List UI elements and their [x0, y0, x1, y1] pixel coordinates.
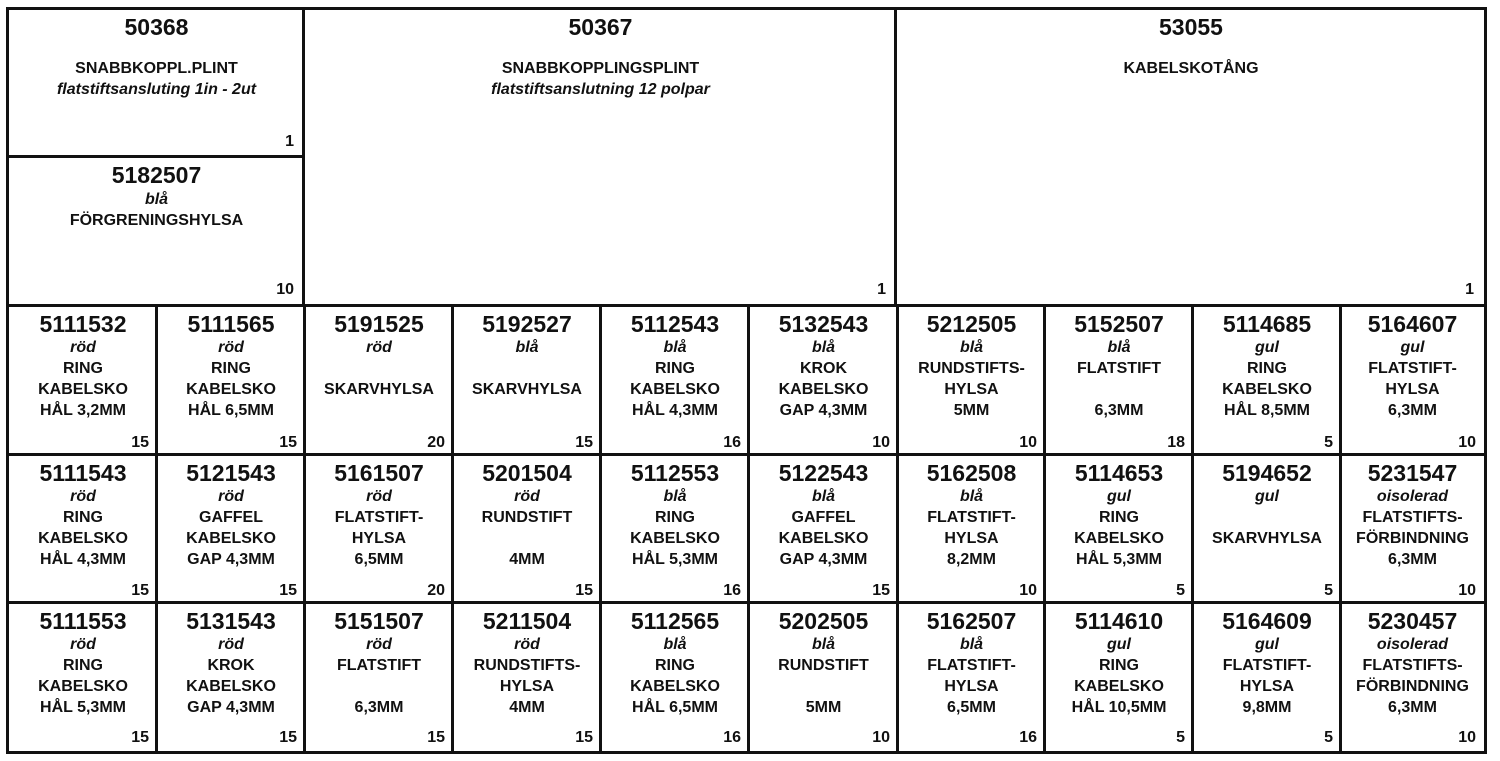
color-label: blå: [663, 488, 687, 505]
product-cell: [9, 456, 157, 604]
product-cell: [749, 307, 898, 456]
color-label: röd: [70, 339, 96, 356]
product-line: [453, 528, 601, 549]
product-code: 50367: [568, 14, 633, 40]
color-label: röd: [366, 339, 392, 356]
product-cell: [749, 456, 898, 604]
quantity: 16: [723, 729, 741, 746]
product-line: RING: [1247, 360, 1287, 377]
quantity: 15: [279, 434, 297, 451]
product-line: HÅL 8,5MM: [1224, 402, 1310, 419]
divider: [747, 601, 750, 751]
quantity: 10: [1019, 434, 1037, 451]
product-line: HÅL 3,2MM: [40, 402, 126, 419]
quantity: 10: [276, 281, 294, 298]
quantity: 15: [131, 582, 149, 599]
color-label: röd: [70, 636, 96, 653]
quantity: 15: [427, 729, 445, 746]
product-line: RUNDSTIFT: [778, 657, 869, 674]
quantity: 15: [279, 729, 297, 746]
product-line: KABELSKO: [1074, 678, 1164, 695]
product-code: 5151507: [334, 608, 424, 634]
quantity: 18: [1167, 434, 1185, 451]
color-label: gul: [1255, 339, 1279, 356]
quantity: 15: [575, 434, 593, 451]
product-subtitle: flatstiftsansluting 1in - 2ut: [56, 81, 257, 98]
product-code: 5231547: [1367, 460, 1458, 486]
product-code: 5111532: [39, 311, 127, 337]
divider: [9, 155, 305, 158]
divider: [599, 453, 602, 604]
product-cell: [749, 604, 898, 751]
product-line: FLATSTIFT-: [334, 509, 424, 526]
product-line: KABELSKO: [630, 678, 720, 695]
product-code: 5161507: [334, 460, 424, 486]
product-code: 5162507: [926, 608, 1017, 634]
quantity: 15: [131, 729, 149, 746]
product-cell: [305, 604, 453, 751]
product-code: 5111543: [39, 460, 127, 486]
quantity: 16: [723, 582, 741, 599]
divider: [599, 601, 602, 751]
divider: [303, 304, 306, 456]
product-line: 6,3MM: [1388, 699, 1437, 716]
product-code: 5152507: [1074, 311, 1164, 337]
divider: [303, 601, 306, 751]
product-line: KABELSKO: [186, 381, 276, 398]
product-line: RING: [655, 360, 695, 377]
product-line: GAP 4,3MM: [187, 699, 275, 716]
product-cell: [453, 456, 601, 604]
quantity: 15: [131, 434, 149, 451]
divider: [155, 601, 158, 751]
product-line: [305, 400, 453, 421]
product-line: RUNDSTIFTS-: [473, 657, 581, 674]
box-53055: [898, 10, 1484, 304]
color-label: blå: [663, 339, 687, 356]
product-cell: [1193, 604, 1341, 751]
divider: [1191, 453, 1194, 604]
quantity: 16: [1019, 729, 1037, 746]
product-line: HÅL 5,3MM: [1076, 551, 1162, 568]
product-code: 5230457: [1367, 608, 1458, 634]
product-cell: [601, 456, 749, 604]
color-label: röd: [514, 636, 540, 653]
product-line: RUNDSTIFTS-: [918, 360, 1025, 377]
product-line: KROK: [207, 657, 255, 674]
product-code: 5111565: [187, 311, 275, 337]
product-code: 5212505: [926, 311, 1017, 337]
product-line: SKARVHYLSA: [1212, 530, 1322, 547]
product-line: 4MM: [509, 699, 545, 716]
product-code: 5164609: [1222, 608, 1312, 634]
quantity: 10: [872, 729, 890, 746]
color-label: röd: [366, 636, 392, 653]
product-code: 5122543: [778, 460, 869, 486]
divider: [155, 453, 158, 604]
product-code: 53055: [1159, 14, 1223, 40]
divider: [1191, 601, 1194, 751]
color-label: blå: [959, 488, 984, 505]
color-label: blå: [663, 636, 687, 653]
product-line: 5MM: [953, 402, 990, 419]
product-line: RING: [211, 360, 251, 377]
color-label: oisolerad: [1376, 636, 1449, 653]
product-line: KABELSKO: [778, 530, 869, 547]
product-line: RUNDSTIFT: [481, 509, 573, 526]
product-line: KABELSKO: [1222, 381, 1312, 398]
product-code: 5211504: [482, 608, 572, 634]
product-title: SNABBKOPPL.PLINT: [75, 60, 238, 77]
color-label: gul: [1255, 488, 1279, 505]
divider: [302, 10, 305, 304]
product-line: FÖRBINDNING: [1356, 530, 1469, 547]
product-line: RING: [1099, 509, 1139, 526]
quantity: 1: [877, 281, 886, 298]
product-line: HYLSA: [351, 530, 407, 547]
product-cell: [601, 604, 749, 751]
product-code: 5191525: [334, 311, 424, 337]
product-cell: [1341, 604, 1484, 751]
product-code: 5202505: [778, 608, 869, 634]
divider: [1191, 304, 1194, 456]
product-cell: [453, 307, 601, 456]
product-line: HYLSA: [1239, 678, 1295, 695]
color-label: blå: [1107, 339, 1131, 356]
product-code: 5121543: [186, 460, 276, 486]
divider: [747, 304, 750, 456]
divider: [894, 10, 897, 304]
product-line: [1045, 379, 1193, 400]
quantity: 10: [1019, 582, 1037, 599]
product-line: GAP 4,3MM: [779, 551, 868, 568]
product-line: HYLSA: [944, 530, 999, 547]
product-line: HÅL 4,3MM: [632, 402, 718, 419]
product-cell: [601, 307, 749, 456]
product-line: 5MM: [805, 699, 842, 716]
product-line: FLATSTIFT-: [1222, 657, 1312, 674]
product-cell: [898, 604, 1045, 751]
divider: [1339, 304, 1342, 456]
product-line: GAP 4,3MM: [779, 402, 868, 419]
divider: [599, 304, 602, 456]
product-line: GAFFEL: [791, 509, 856, 526]
product-code: 5131543: [186, 608, 276, 634]
quantity: 16: [723, 434, 741, 451]
product-code: 50368: [124, 14, 189, 40]
product-cell: [1045, 307, 1193, 456]
box-5182507: [9, 156, 304, 304]
product-line: [1193, 507, 1341, 528]
product-line: KABELSKO: [630, 381, 720, 398]
divider: [896, 601, 899, 751]
product-line: FLATSTIFT: [336, 657, 422, 674]
product-code: 5114610: [1074, 608, 1164, 634]
quantity: 20: [427, 582, 445, 599]
product-cell: [1341, 456, 1484, 604]
product-line: HYLSA: [944, 678, 999, 695]
product-line: FLATSTIFT-: [927, 657, 1016, 674]
product-line: RING: [1099, 657, 1139, 674]
product-cell: [157, 604, 305, 751]
product-cell: [1193, 307, 1341, 456]
product-code: 5162508: [926, 460, 1017, 486]
product-line: KABELSKO: [186, 530, 276, 547]
product-line: KABELSKO: [1074, 530, 1164, 547]
divider: [1043, 453, 1046, 604]
quantity: 10: [872, 434, 890, 451]
product-cell: [1045, 604, 1193, 751]
product-cell: [453, 604, 601, 751]
divider: [451, 601, 454, 751]
divider: [896, 453, 899, 604]
quantity: 1: [285, 133, 294, 150]
quantity: 10: [1458, 582, 1476, 599]
product-line: FLATSTIFT-: [1368, 360, 1457, 377]
color-label: röd: [366, 488, 392, 505]
product-line: SKARVHYLSA: [324, 381, 434, 398]
divider: [1043, 601, 1046, 751]
quantity: 10: [1458, 729, 1476, 746]
color-label: röd: [70, 488, 96, 505]
product-line: HYLSA: [1385, 381, 1440, 398]
color-label: blå: [144, 191, 169, 208]
product-line: KABELSKO: [186, 678, 276, 695]
product-line: 4MM: [509, 551, 545, 568]
color-label: röd: [218, 339, 244, 356]
product-code: 5112543: [630, 311, 720, 337]
product-line: KABELSKO: [38, 678, 128, 695]
product-subtitle: flatstiftsanslutning 12 polpar: [491, 81, 710, 98]
product-code: 5132543: [778, 311, 869, 337]
product-line: HÅL 6,5MM: [632, 699, 718, 716]
product-line: 6,5MM: [947, 699, 996, 716]
product-code: 5182507: [111, 162, 202, 188]
product-line: KABELSKO: [38, 530, 128, 547]
product-code: 5111553: [39, 608, 127, 634]
divider: [451, 453, 454, 604]
product-line: FLATSTIFT-: [927, 509, 1016, 526]
product-code: 5164607: [1367, 311, 1458, 337]
product-line: RING: [63, 657, 103, 674]
product-cell: [305, 456, 453, 604]
quantity: 5: [1324, 434, 1333, 451]
box-50368: [9, 10, 304, 156]
product-line: HÅL 5,3MM: [632, 551, 718, 568]
divider: [1043, 304, 1046, 456]
box-50367: [305, 10, 896, 304]
product-line: GAFFEL: [199, 509, 263, 526]
color-label: röd: [218, 488, 244, 505]
product-cell: [157, 456, 305, 604]
product-line: FLATSTIFTS-: [1362, 509, 1463, 526]
quantity: 15: [872, 582, 890, 599]
product-line: 6,3MM: [1388, 551, 1437, 568]
product-line: [749, 676, 898, 697]
product-code: 5201504: [482, 460, 572, 486]
product-title: KABELSKOTÅNG: [1123, 60, 1259, 77]
product-line: 6,3MM: [354, 699, 404, 716]
product-line: 6,3MM: [1094, 402, 1144, 419]
quantity: 10: [1458, 434, 1476, 451]
product-line: RING: [655, 657, 695, 674]
product-cell: [1193, 456, 1341, 604]
quantity: 5: [1324, 729, 1333, 746]
divider: [303, 453, 306, 604]
product-line: RING: [655, 509, 695, 526]
product-code: 5194652: [1222, 460, 1312, 486]
color-label: blå: [959, 636, 984, 653]
quantity: 15: [575, 582, 593, 599]
product-cell: [9, 307, 157, 456]
divider: [896, 304, 899, 456]
color-label: blå: [959, 339, 984, 356]
quantity: 5: [1324, 582, 1333, 599]
product-line: KROK: [799, 360, 848, 377]
product-cell: [898, 307, 1045, 456]
product-line: KABELSKO: [38, 381, 128, 398]
label-sheet: [6, 7, 1487, 754]
color-label: blå: [515, 339, 539, 356]
color-label: oisolerad: [1376, 488, 1449, 505]
product-line: HYLSA: [944, 381, 999, 398]
product-line: HÅL 5,3MM: [40, 699, 126, 716]
product-line: 9,8MM: [1242, 699, 1292, 716]
product-line: 6,3MM: [1388, 402, 1437, 419]
product-line: FÖRBINDNING: [1356, 678, 1469, 695]
product-line: KABELSKO: [778, 381, 869, 398]
product-line: [1193, 549, 1341, 570]
product-line: HÅL 4,3MM: [40, 551, 126, 568]
product-line: [453, 400, 601, 421]
quantity: 15: [575, 729, 593, 746]
color-label: blå: [811, 488, 836, 505]
product-line: FLATSTIFTS-: [1362, 657, 1463, 674]
product-code: 5112553: [630, 460, 720, 486]
product-line: [305, 358, 453, 379]
product-title: SNABBKOPPLINGSPLINT: [501, 60, 700, 77]
color-label: gul: [1400, 339, 1425, 356]
product-line: [453, 358, 601, 379]
product-cell: [1341, 307, 1484, 456]
color-label: gul: [1107, 636, 1131, 653]
product-line: 6,5MM: [354, 551, 404, 568]
divider: [155, 304, 158, 456]
product-line: RING: [63, 509, 103, 526]
color-label: röd: [514, 488, 540, 505]
product-cell: [1045, 456, 1193, 604]
product-title: FÖRGRENINGSHYLSA: [69, 212, 244, 229]
quantity: 5: [1176, 729, 1185, 746]
product-line: 8,2MM: [947, 551, 996, 568]
color-label: blå: [811, 339, 836, 356]
color-label: blå: [811, 636, 836, 653]
product-cell: [157, 307, 305, 456]
divider: [1339, 601, 1342, 751]
product-cell: [305, 307, 453, 456]
product-cell: [898, 456, 1045, 604]
product-line: FLATSTIFT: [1076, 360, 1162, 377]
product-line: GAP 4,3MM: [187, 551, 275, 568]
product-line: RING: [63, 360, 103, 377]
product-code: 5192527: [482, 311, 572, 337]
divider: [451, 304, 454, 456]
product-code: 5114685: [1222, 311, 1312, 337]
quantity: 5: [1176, 582, 1185, 599]
product-line: SKARVHYLSA: [472, 381, 582, 398]
product-code: 5112565: [630, 608, 720, 634]
product-line: HÅL 6,5MM: [188, 402, 274, 419]
product-code: 5114653: [1074, 460, 1164, 486]
color-label: gul: [1255, 636, 1279, 653]
product-line: HÅL 10,5MM: [1071, 699, 1167, 716]
quantity: 1: [1465, 281, 1474, 298]
product-cell: [9, 604, 157, 751]
divider: [1339, 453, 1342, 604]
product-line: HYLSA: [499, 678, 555, 695]
quantity: 20: [427, 434, 445, 451]
color-label: röd: [218, 636, 244, 653]
divider: [747, 453, 750, 604]
product-line: KABELSKO: [630, 530, 720, 547]
color-label: gul: [1107, 488, 1131, 505]
product-line: [305, 676, 453, 697]
quantity: 15: [279, 582, 297, 599]
